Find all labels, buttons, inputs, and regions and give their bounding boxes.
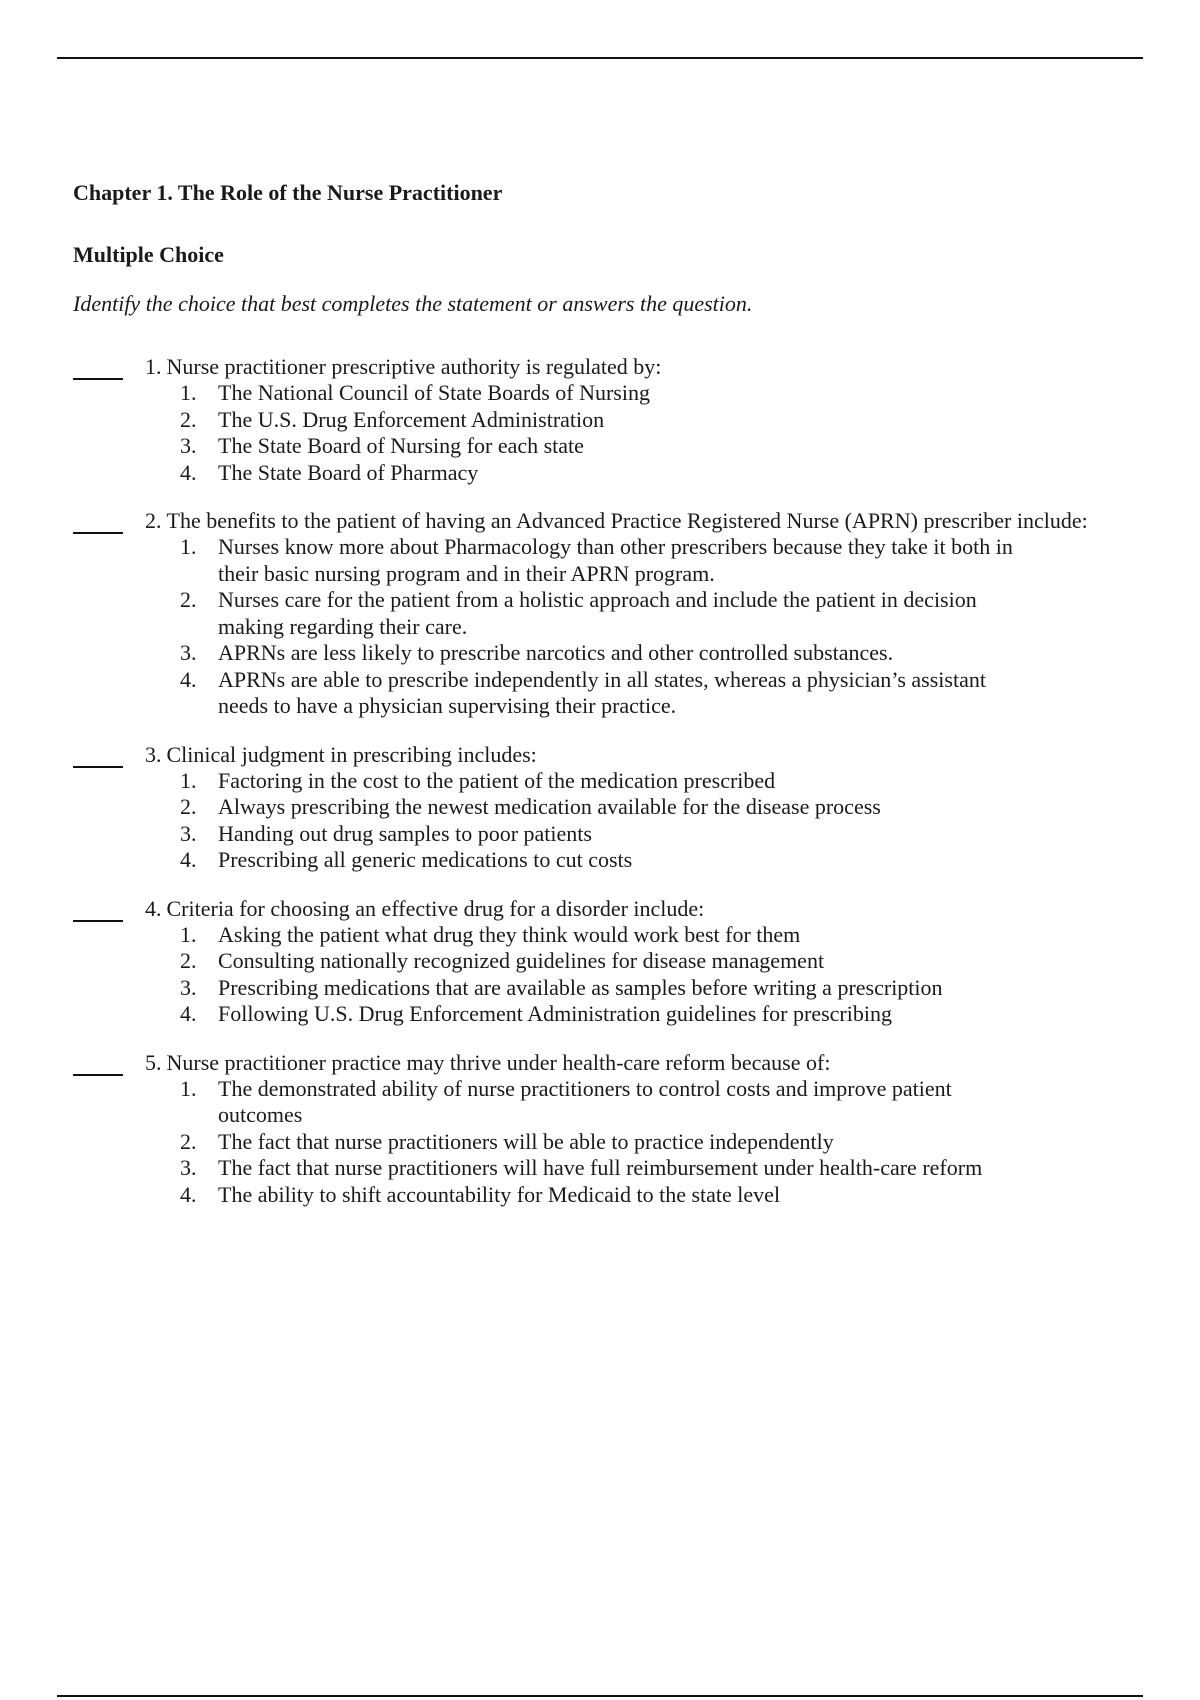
option-text: Handing out drug samples to poor patients [218,820,592,846]
option-text: Nurses care for the patient from a holistic approach and include the patient in decision making regarding their care. [218,587,977,639]
instructions: Identify the choice that best completes the statement or answers the question. [73,290,753,316]
option [180,1155,1123,1182]
option-text: The U.S. Drug Enforcement Administration [218,406,605,432]
option [180,1129,1123,1156]
option-text: Asking the patient what drug they think would work best for them [218,921,801,947]
option-number: 2. [180,1128,197,1154]
question-number: 1. [145,354,162,380]
option-number: 3. [180,820,197,846]
option [180,460,1123,487]
option-text: The State Board of Pharmacy [218,459,479,485]
chapter-title: Chapter 1. The Role of the Nurse Practitioner [73,180,503,205]
option [180,534,1123,587]
option-number: 1. [180,921,197,947]
option-list [73,768,1123,874]
question-text: Nurse practitioner practice may thrive under health-care reform because of: [166,1049,831,1075]
option [180,380,1123,407]
option-number: 1. [180,380,197,406]
option-number: 1. [180,1075,197,1101]
option-list [73,1076,1123,1209]
option [180,922,1123,949]
option-number: 4. [180,666,197,692]
option-number: 4. [180,1181,197,1207]
option-text: Always prescribing the newest medication available for the disease process [218,794,881,820]
option [180,948,1123,975]
option-text: Consulting nationally recognized guidelines for disease management [218,948,825,974]
option-text: Prescribing medications that are available as samples before writing a prescription [218,974,943,1000]
document-body [73,180,1123,1230]
option-text: Prescribing all generic medications to cut costs [218,847,633,873]
question-stem [145,1050,1123,1076]
option-text: The fact that nurse practitioners will have full reimbursement under health-care reform [218,1155,983,1181]
option-text: The State Board of Nursing for each state [218,433,584,459]
option-list [73,922,1123,1028]
option-number: 4. [180,1001,197,1027]
option-number: 2. [180,406,197,432]
option [180,768,1123,795]
question-stem [145,742,1123,768]
option [180,587,1123,640]
question-text: Clinical judgment in prescribing includes: [166,741,537,767]
option [180,847,1123,874]
question-number: 2. [145,508,162,534]
option [180,1076,1123,1129]
option-number: 2. [180,948,197,974]
option-text: The National Council of State Boards of Nursing [218,380,650,406]
option-number: 2. [180,587,197,613]
option [180,1182,1123,1209]
question-text: The benefits to the patient of having an Advanced Practice Registered Nurse (APRN) prescriber include: [166,508,1088,534]
option-number: 4. [180,847,197,873]
answer-blank[interactable] [73,920,123,922]
option-number: 1. [180,534,197,560]
answer-blank[interactable] [73,766,123,768]
answer-blank[interactable] [73,532,123,534]
question-5 [73,1050,1123,1209]
answer-blank[interactable] [73,378,123,380]
option-text: The fact that nurse practitioners will be able to practice independently [218,1128,834,1154]
question-number: 4. [145,895,162,921]
question-text: Criteria for choosing an effective drug for a disorder include: [166,895,705,921]
option-text: Following U.S. Drug Enforcement Administration guidelines for prescribing [218,1001,892,1027]
option-number: 4. [180,459,197,485]
option-text: Factoring in the cost to the patient of the medication prescribed [218,767,776,793]
option-number: 3. [180,1155,197,1181]
option-text: Nurses know more about Pharmacology than other prescribers because they take it both in their basic nursing program and in their APRN program. [218,534,1013,586]
option-number: 2. [180,794,197,820]
question-number: 5. [145,1049,162,1075]
option-text: The demonstrated ability of nurse practitioners to control costs and improve patient outcomes [218,1075,952,1128]
option-list [73,534,1123,720]
option-text: APRNs are able to prescribe independently in all states, whereas a physician’s assistant needs to have a physician supervising their practice. [218,666,986,719]
question-stem [145,354,1123,380]
option-number: 1. [180,767,197,793]
question-text: Nurse practitioner prescriptive authority is regulated by: [166,354,662,380]
question-4 [73,896,1123,1028]
option-text: APRNs are less likely to prescribe narcotics and other controlled substances. [218,640,894,666]
option [180,407,1123,434]
option-number: 3. [180,640,197,666]
section-title: Multiple Choice [73,242,224,268]
question-stem [145,508,1123,534]
option [180,667,1123,720]
option-number: 3. [180,974,197,1000]
option [180,433,1123,460]
option-text: The ability to shift accountability for Medicaid to the state level [218,1181,781,1207]
option [180,1001,1123,1028]
question-3 [73,742,1123,874]
question-number: 3. [145,741,162,767]
question-list [73,354,1123,1208]
option-number: 3. [180,433,197,459]
option [180,794,1123,821]
option-list [73,380,1123,486]
option [180,821,1123,848]
option [180,640,1123,667]
question-1 [73,354,1123,486]
question-2 [73,508,1123,720]
option [180,975,1123,1002]
top-rule [57,57,1143,59]
question-stem [145,896,1123,922]
bottom-rule [57,1695,1143,1697]
answer-blank[interactable] [73,1074,123,1076]
